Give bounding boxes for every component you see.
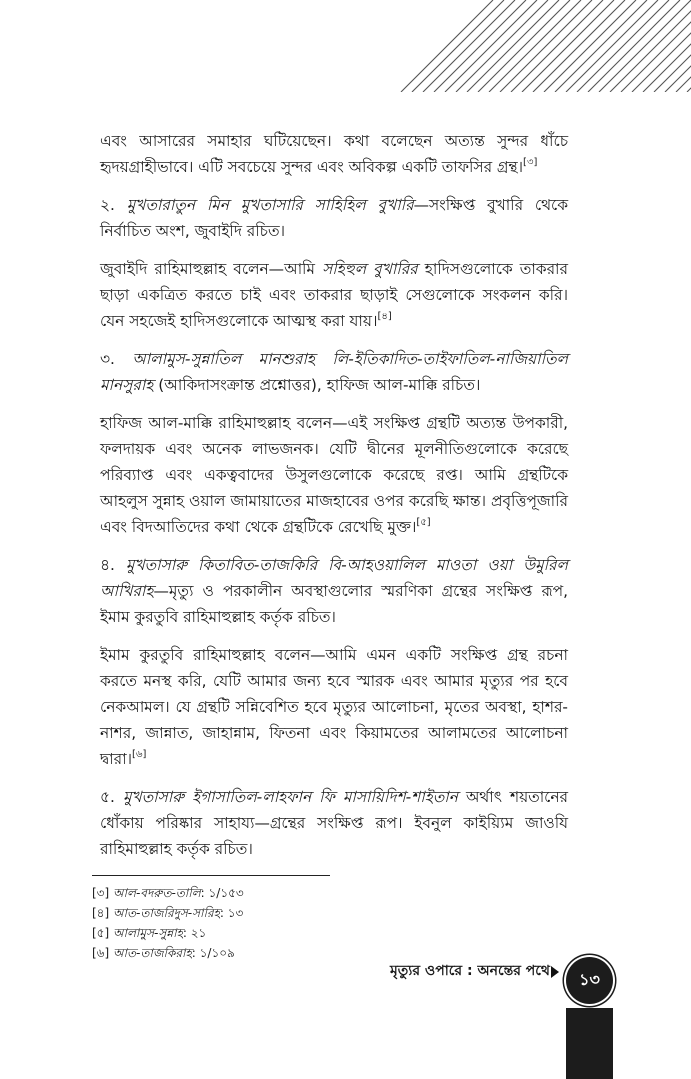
hatch-line — [654, 0, 691, 92]
book-title: আলামুস-সুন্নাতিল মানশুরাহ লি-ইতিকাদিত-তাইফাতিল-নাজিয়াতিল মানসুরাহ — [100, 350, 568, 394]
paragraph: এবং আসারের সমাহার ঘটিয়েছেন। কথা বলেছেন অত্যন্ত সুন্দর ধাঁচে হৃদয়গ্রাহীভাবে। এটি সবচেয়ে সুন্দর এবং অবিকল্প একটি তাফসির গ্রন্থ।[৩] — [100, 132, 568, 176]
footnote: [৬] আত-তাজকিরাহ: ১/১০৯ — [92, 946, 235, 960]
hatch-line — [577, 0, 669, 92]
page-tab-bar — [566, 1008, 613, 1079]
hatch-line — [533, 0, 625, 92]
diagonal-hatch-decoration — [391, 0, 691, 92]
hatch-line — [489, 0, 581, 92]
footnote-divider — [92, 875, 330, 876]
paragraph: হাফিজ আল-মাক্কি রাহিমাহুল্লাহ বলেন—এই সংক্ষিপ্ত গ্রন্থটি অত্যন্ত উপকারী, ফলদায়ক এবং অনেক লাভজনক। যেটি দ্বীনের মূলনীতিগুলোকে করেছে পরিব্যাপ্ত এবং একত্ববাদের উসুলগুলোকে করেছে রপ্ত। আমি গ্রন্থটিকে আহলুস সুন্নাহ ওয়াল জামায়াতের মাজহাবের ওপর করেছি ক্ষান্ত। প্রবৃত্তিপূজারি এবং বিদআতিদের কথা থেকে গ্রন্থটিকে রেখেছি মুক্ত।[৫] — [100, 414, 568, 536]
hatch-line — [522, 0, 614, 92]
page-number: ১৩ — [566, 957, 613, 1004]
hatch-line — [599, 0, 691, 92]
hatch-line — [412, 0, 504, 92]
hatch-line — [555, 0, 647, 92]
list-item: ৩. আলামুস-সুন্নাতিল মানশুরাহ লি-ইতিকাদিত-তাইফাতিল-নাজিয়াতিল মানসুরাহ (আকিদাসংক্রান্ত প্রশ্নোত্তর), হাফিজ আল-মাক্কি রচিত। — [100, 350, 568, 394]
footnote-ref[interactable]: [৬] — [132, 749, 147, 760]
book-title: সহিহুল বুখারির — [322, 260, 418, 278]
hatch-line — [478, 0, 570, 92]
book-title: মুখতারাতুন মিন মুখতাসারি সাহিহিল বুখারি — [126, 196, 414, 214]
list-item: ২. মুখতারাতুন মিন মুখতাসারি সাহিহিল বুখারি—সংক্ষিপ্ত বুখারি থেকে নির্বাচিত অংশ, জুবাইদি রচিত। — [100, 196, 569, 240]
list-item: ৪. মুখতাসারু কিতাবিত-তাজকিরি বি-আহওয়ালিল মাওতা ওয়া উমুরিল আখিরাহ—মৃত্যু ও পরকালীন অবস্থাগুলোর স্মরণিকা গ্রন্থের সংক্ষিপ্ত রূপ, ইমাম কুরতুবি রাহিমাহুল্লাহ কর্তৃক রচিত। — [100, 556, 568, 626]
hatch-line — [467, 0, 559, 92]
footnote: [৫] আলামুস-সুন্নাহ: ২১ — [92, 926, 207, 940]
footnote: [৩] আল-বদরুত-তালি: ১/১৫৩ — [92, 886, 244, 900]
footnotes — [92, 883, 244, 963]
hatch-line — [500, 0, 592, 92]
hatch-line — [588, 0, 680, 92]
hatch-line — [566, 0, 658, 92]
hatch-line — [632, 0, 691, 92]
list-item: ৫. মুখতাসারু ইগাসাতিল-লাহফান ফি মাসায়িদিশ-শাইতান অর্থাৎ শয়তানের ধোঁকায় পরিষ্কার সাহায্য—গ্রন্থের সংক্ষিপ্ত রূপ। ইবনুল কাইয়্যিম জাওযি রাহিমাহুল্লাহ কর্তৃক রচিত। — [100, 788, 568, 858]
book-title: মুখতাসারু ইগাসাতিল-লাহফান ফি মাসায়িদিশ-শাইতান — [122, 788, 458, 806]
footnote: [৪] আত-তাজরিদুস-সারিহ: ১৩ — [92, 906, 244, 920]
hatch-line — [456, 0, 548, 92]
paragraph: ইমাম কুরতুবি রাহিমাহুল্লাহ বলেন—আমি এমন একটি সংক্ষিপ্ত গ্রন্থ রচনা করতে মনস্থ করি, যেটি আমার জন্য হবে স্মারক এবং আমার মৃত্যুর পর হবে নেকআমল। যে গ্রন্থটি সন্নিবেশিত হবে মৃত্যুর আলোচনা, মৃতের অবস্থা, হাশর-নাশর, জান্নাত, জাহান্নাম, ফিতনা এবং কিয়ামতের আলামতের আলোচনা দ্বারা।[৬] — [100, 646, 568, 768]
hatch-line — [511, 0, 603, 92]
hatch-line — [401, 0, 493, 92]
paragraph: জুবাইদি রাহিমাহুল্লাহ বলেন—আমি সহিহুল বুখারির হাদিসগুলোকে তাকরার ছাড়া একত্রিত করতে চাই এবং তাকরার ছাড়াই সেগুলোকে সংকলন করি। যেন সহজেই হাদিসগুলোকে আত্মস্থ করা যায়।[৪] — [100, 260, 568, 330]
body-text — [100, 128, 568, 874]
hatch-line — [423, 0, 515, 92]
footnote-ref[interactable]: [৪] — [377, 311, 392, 322]
hatch-line — [445, 0, 537, 92]
hatch-line — [434, 0, 526, 92]
footnote-ref[interactable]: [৫] — [416, 517, 431, 528]
running-title: মৃত্যুর ওপারে : অনন্তের পথে — [390, 963, 550, 979]
hatch-line — [544, 0, 636, 92]
book-title: মুখতাসারু কিতাবিত-তাজকিরি বি-আহওয়ালিল মাওতা ওয়া উমুরিল আখিরাহ — [100, 556, 568, 600]
triangle-right-icon — [551, 966, 559, 978]
footnote-ref[interactable]: [৩] — [523, 157, 538, 168]
